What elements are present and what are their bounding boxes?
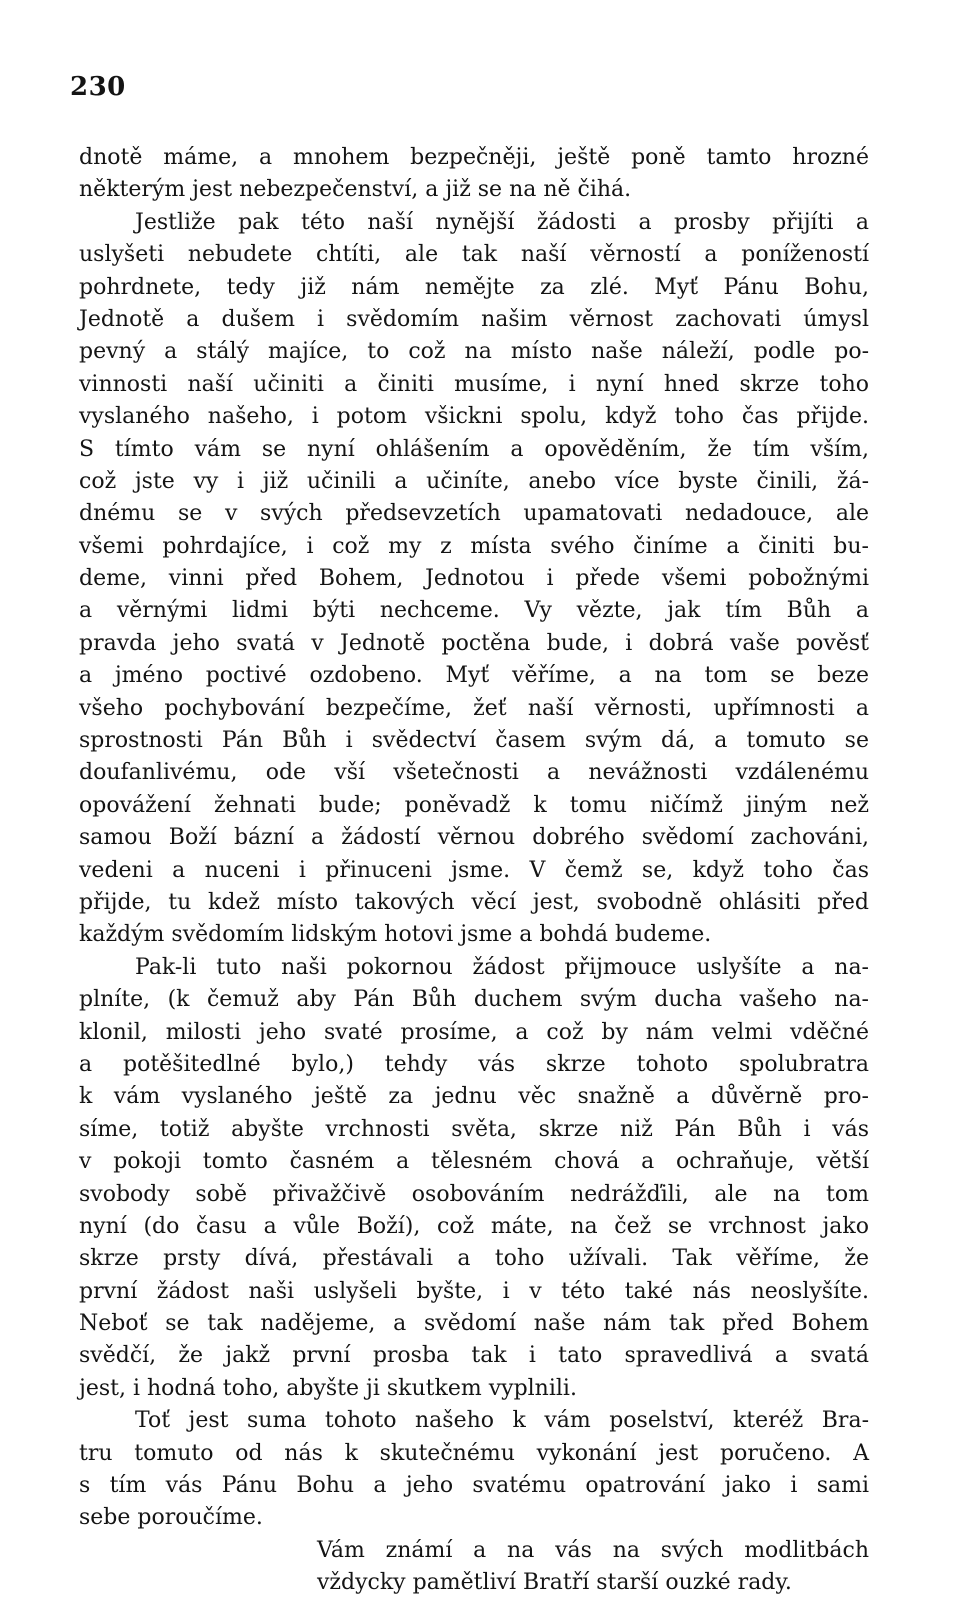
text-line: deme, vinni před Bohem, Jednotou i přede všemi pobožnými [79,566,869,592]
text-line: což jste vy i již učinili a učiníte, anebo více byste činili, žá- [79,468,869,494]
text-line: všemi pohrdajíce, i což my z místa svého činíme a činiti bu- [79,533,869,559]
text-line: přijde, tu kdež místo takových věcí jest, svobodně ohlásiti před [79,889,869,915]
text-line: pohrdnete, tedy již nám nemějte za zlé. Myť Pánu Bohu, [79,274,869,300]
text-line: svědčí, že jakž první prosba tak i tato spravedlivá a svatá [79,1343,869,1369]
text-line: opovážení žehnati bude; poněvadž k tomu ničímž jiným než [79,792,869,818]
text-line: vyslaného našeho, i potom všickni spolu, když toho čas přijde. [79,404,869,430]
text-line: k vám vyslaného ještě za jednu věc snažně a důvěrně pro- [79,1084,869,1110]
text-line: samou Boží bázní a žádostí věrnou dobrého svědomí zachováni, [79,825,869,851]
text-line: nyní (do času a vůle Boží), což máte, na čež se vrchnost jako [79,1213,869,1239]
text-line: v pokoji tomto časném a tělesném chová a ochraňuje, větší [79,1149,869,1175]
text-line: s tím vás Pánu Bohu a jeho svatému opatrování jako i sami [79,1473,869,1499]
text-line: Neboť se tak nadějeme, a svědomí naše nám tak před Bohem [79,1311,869,1337]
page-number: 230 [70,72,126,102]
text-line: každým svědomím lidským hotovi jsme a bohdá budeme. [79,922,712,948]
text-line: Pak-li tuto naši pokornou žádost přijmouce uslyšíte a na- [135,954,869,980]
text-line: vinnosti naší učiniti a činiti musíme, i nyní hned skrze toho [79,371,869,397]
text-line: první žádost naši uslyšeli byšte, i v této také nás neoslyšíte. [79,1278,869,1304]
text-line: klonil, milosti jeho svaté prosíme, a což by nám velmi vděčné [79,1019,869,1045]
text-line: dnotě máme, a mnohem bezpečněji, ještě poně tamto hrozné [79,145,869,170]
text-line: a věrnými lidmi býti nechceme. Vy vězte, jak tím Bůh a [79,598,869,624]
text-line: pevný a stálý majíce, to což na místo naše náleží, podle po- [79,339,869,365]
text-line: Jednotě a dušem i svědomím našim věrnost zachovati úmysl [79,306,869,332]
text-line: tru tomuto od nás k skutečnému vykonání jest poručeno. A [79,1440,869,1466]
text-line: dnému se v svých předsevzetích upamatovati nedadouce, ale [79,501,869,527]
text-line: skrze prsty dívá, přestávali a toho užívali. Tak věříme, že [79,1246,869,1272]
text-line: sebe poroučíme. [79,1505,263,1531]
text-line: plníte, (k čemuž aby Pán Bůh duchem svým ducha vašeho na- [79,987,869,1013]
text-line: Toť jest suma tohoto našeho k vám poselství, kteréž Bra- [135,1408,869,1434]
text-line: svobody sobě přivažčivě osobováním nedrážďili, ale na tom [79,1181,869,1207]
text-line: uslyšeti nebudete chtíti, ale tak naší věrností a ponížeností [79,242,869,268]
text-line: sprostnosti Pán Bůh i svědectví časem svým dá, a tomuto se [79,728,869,754]
text-line: a jméno poctivé ozdobeno. Myť věříme, a na tom se beze [79,663,869,689]
text-line: Jestliže pak této naší nynější žádosti a prosby přijíti a [135,209,869,235]
text-line: pravda jeho svatá v Jednotě poctěna bude, i dobrá vaše pověsť [79,630,869,656]
text-line: S tímto vám se nyní ohlášením a opověděním, že tím vším, [79,436,869,462]
text-line: některým jest nebezpečenství, a již se na ně čihá. [79,177,632,203]
signature-line: Vám známí a na vás na svých modlitbách [317,1537,869,1563]
text-line: jest, i hodná toho, abyšte ji skutkem vyplnili. [79,1375,577,1401]
signature-line: vždycky pamětliví Bratří starší ouzké rady. [317,1570,792,1596]
text-line: doufanlivému, ode vší všetečnosti a nevážnosti vzdálenému [79,760,869,786]
text-line: vedeni a nuceni i přinuceni jsme. V čemž se, když toho čas [79,857,869,883]
text-line: síme, totiž abyšte vrchnosti světa, skrze niž Pán Bůh i vás [79,1116,869,1142]
body-text [79,142,869,1600]
text-line: všeho pochybování bezpečíme, žeť naší věrnosti, upřímnosti a [79,695,869,721]
text-line: a potěšitedlné bylo,) tehdy vás skrze tohoto spolubratra [79,1051,869,1077]
